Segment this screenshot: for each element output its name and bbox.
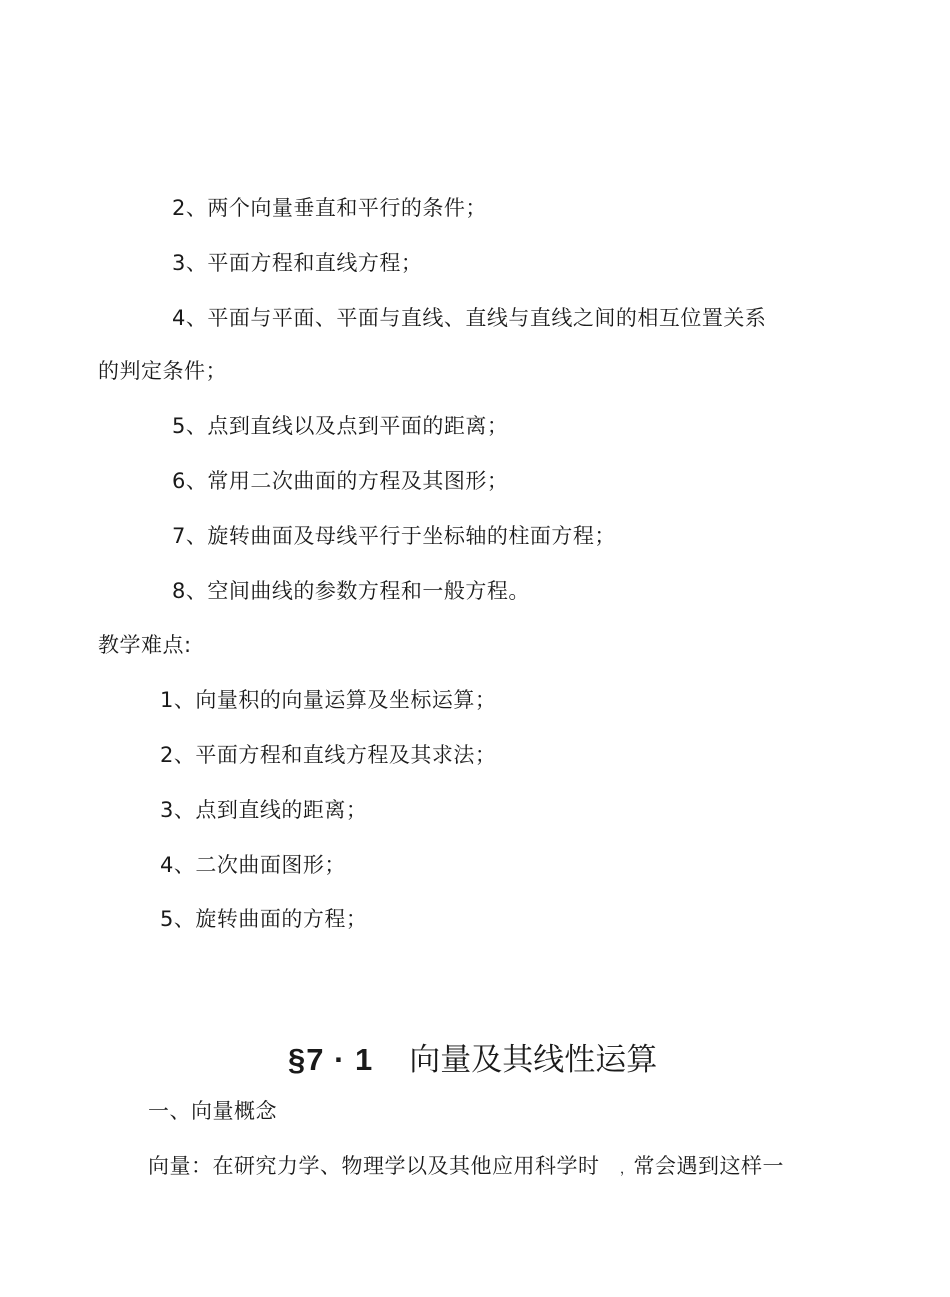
difficulty-line: 1、向量积的向量运算及坐标运算； <box>160 688 497 712</box>
difficulties-label: 教学难点: <box>98 633 192 657</box>
difficulty-line: 5、旋转曲面的方程； <box>160 907 368 931</box>
key-point-line-continuation: 的判定条件； <box>98 359 227 383</box>
key-point-line: 3、平面方程和直线方程； <box>172 251 423 275</box>
key-point-line: 7、旋转曲面及母线平行于坐标轴的柱面方程； <box>172 524 616 548</box>
key-point-line: 2、两个向量垂直和平行的条件； <box>172 196 487 220</box>
section-heading <box>288 1040 657 1080</box>
difficulty-line: 4、二次曲面图形； <box>160 853 346 877</box>
key-point-line: 6、常用二次曲面的方程及其图形； <box>172 469 509 493</box>
key-point-line: 8、空间曲线的参数方程和一般方程。 <box>172 579 530 603</box>
paragraph-line <box>148 1152 784 1184</box>
section-number: §7 · 1 <box>288 1042 374 1077</box>
paragraph-text: 在研究力学、物理学以及其他应用科学时 <box>212 1154 600 1178</box>
subsection-title: 一、向量概念 <box>148 1099 277 1123</box>
paragraph-label: 向量： <box>148 1154 213 1178</box>
key-point-line: 4、平面与平面、平面与直线、直线与直线之间的相互位置关系 <box>172 306 767 330</box>
paragraph-tail: 常会遇到这样一 <box>633 1154 784 1178</box>
key-point-line: 5、点到直线以及点到平面的距离； <box>172 414 509 438</box>
difficulty-line: 3、点到直线的距离； <box>160 798 368 822</box>
paragraph-gap-mark: ， <box>619 1162 634 1177</box>
difficulty-line: 2、平面方程和直线方程及其求法； <box>160 743 497 767</box>
section-title: 向量及其线性运算 <box>409 1042 658 1078</box>
